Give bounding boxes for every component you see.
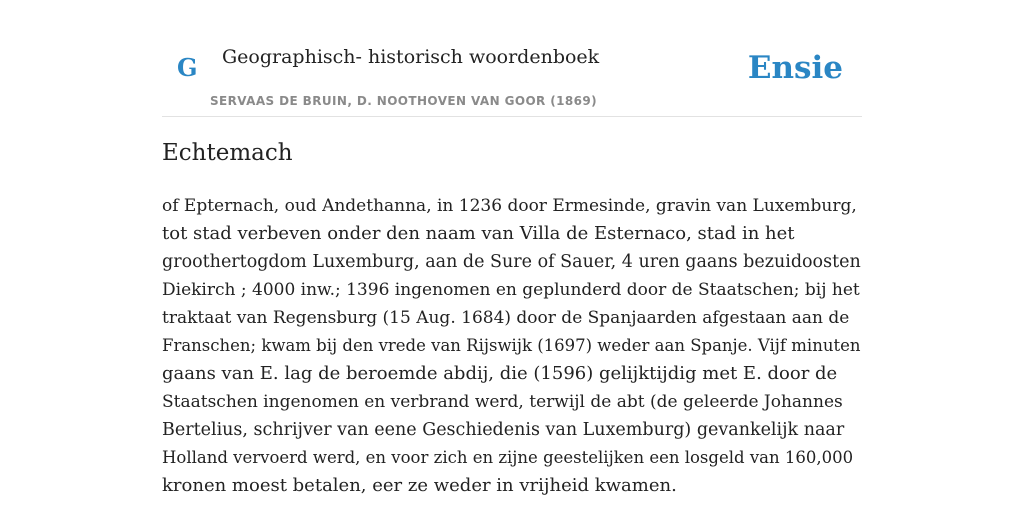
ensie-logo-link[interactable]: Ensie: [747, 50, 843, 86]
entry-body-line: kronen moest betalen, eer ze weder in vrijheid kwamen.: [162, 475, 677, 496]
book-header: [162, 0, 862, 117]
entry-title: Echtemach: [162, 140, 293, 166]
entry-body-line: Staatschen ingenomen en verbrand werd, terwijl de abt (de geleerde Johannes: [162, 392, 843, 412]
entry-body-line: Diekirch ; 4000 inw.; 1396 ingenomen en geplunderd door de Staatschen; bij het: [162, 280, 860, 300]
entry-body-line: tot stad verbeven onder den naam van Villa de Esternaco, stad in het: [162, 223, 795, 244]
entry-body: [162, 192, 862, 500]
entry-body-line: Bertelius, schrijver van eene Geschiedenis van Luxemburg) gevankelijk naar: [162, 420, 845, 440]
entry-body-line: Franschen; kwam bij den vrede van Rijswijk (1697) weder aan Spanje. Vijf minuten: [162, 336, 861, 355]
entry-body-line: groothertogdom Luxemburg, aan de Sure of Sauer, 4 uren gaans bezuidoosten: [162, 252, 861, 272]
entry-body-line: traktaat van Regensburg (15 Aug. 1684) door de Spanjaarden afgestaan aan de: [162, 308, 850, 328]
entry-body-line: Holland vervoerd werd, en voor zich en zijne geestelijken een losgeld van 160,000: [162, 448, 854, 467]
entry-body-line: of Epternach, oud Andethanna, in 1236 door Ermesinde, gravin van Luxemburg,: [162, 196, 857, 216]
book-logo-icon[interactable]: G: [177, 53, 198, 82]
entry-body-line: gaans van E. lag de beroemde abdij, die (1596) gelijktijdig met E. door de: [162, 363, 838, 384]
book-author: SERVAAS DE BRUIN, D. NOOTHOVEN VAN GOOR (1869): [210, 94, 598, 108]
book-title-link[interactable]: Geographisch- historisch woordenboek: [222, 46, 600, 68]
